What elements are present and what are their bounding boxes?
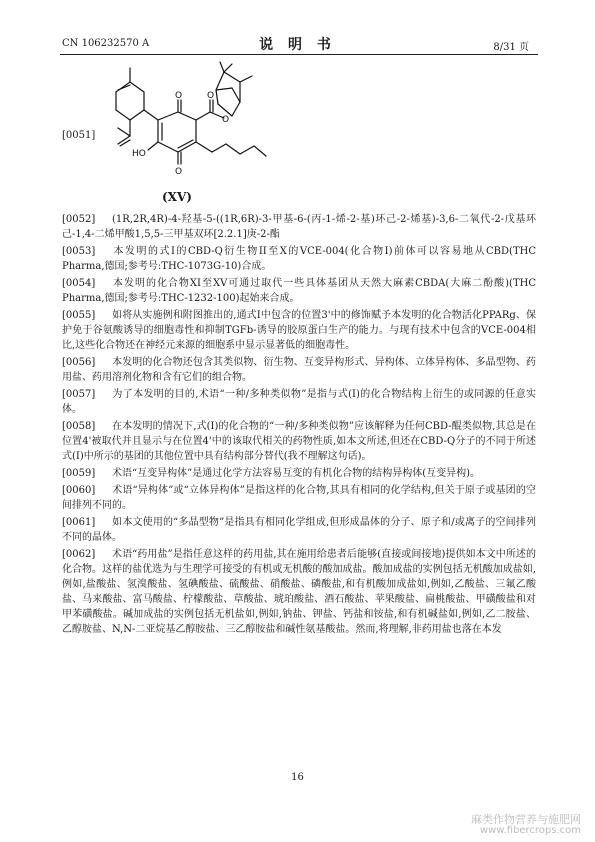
atom-ho: HO [132,149,146,159]
paragraph: [0059] 术语“互变异构体”是通过化学方法容易互变的有机化合物的结构异构体(互变异构)。 [62,468,481,479]
paragraph: [0062] 术语“药用盐”是指任意这样的药用盐,其在施用给患者后能够(直接或间接地)提供如本文中所述的化合物。这样的盐优选为与生理学可接受的有机或无机酸的酸加成盐。酸加成盐的实例包括无机酸加成盐如,例如,盐酸盐、氢溴酸盐、氢碘酸盐、硫酸盐、硝酸盐、磷酸盐,和有机酸加成盐如,例如,乙酸盐、三氟乙酸盐、马来酸盐、富马酸盐、柠檬酸盐、草酸盐、琥珀酸盐、酒石酸盐、苹果酸盐、扁桃酸盐、甲磺酸盐和对甲苯磺酸盐。碱加成盐的实例包括无机盐如,例如,钠盐、钾盐、钙盐和铵盐,和有机碱盐如,例如,乙二胺盐、乙醇胺盐、N,N-二亚烷基乙醇胺盐、三乙醇胺盐和碱性氨基酸盐。然而,将理解,非药用盐也落在本发 [62,549,536,635]
paragraph: [0060] 术语“异构体”或“立体异构体”是指这样的化合物,其具有相同的化学结构,但关于原子或基团的空间排列不同的。 [62,485,536,511]
patent-number: CN 106232570 A [62,38,150,49]
document-body [62,212,536,639]
watermark-text: 麻类作物营养与施肥网 [471,813,581,826]
compound-label: (XV) [162,190,192,204]
paragraph: [0061] 如本文使用的“多晶型物”是指具有相同化学组成,但形成晶体的分子、原子和/或离子的空间排列不同的晶体。 [62,517,536,543]
page-indicator: 8/31 页 [493,42,529,53]
paragraph: [0058] 在本发明的情况下,式(I)的化合物的“一种/多种类似物”应该解释为任何CBD-醌类似物,其总是在位置4'被取代并且显示与在位置4'中的该取代相关的药物性质,如本文所述,但还在CBD-Q分子的不同于所述式(I)中所示的基团的其他位置中具有结构部分替代(我不理解这句话)。 [62,421,536,462]
atom-o-bottom: O [175,167,183,177]
paragraph-number-0051: [0051] [62,130,96,141]
paragraph: [0052] (1R,2R,4R)-4-羟基-5-((1R,6R)-3-甲基-6-(丙-1-烯-2-基)环己-2-烯基)-3,6-二氧代-2-戊基环己-1,4-二烯甲酸1,5,5-三甲基双环[2.2.1]庚-2-酯 [62,214,536,240]
atom-o-ester: O [222,115,230,125]
chemical-structure [108,60,268,210]
page-number: 16 [291,772,304,783]
quinone-ring-bond [158,112,178,120]
watermark-url: www.fibercrops.com [479,825,581,836]
paragraph: [0053] 本发明的式I的CBD-Q衍生物II至X的VCE-004(化合物I)前体可以容易地从CBD(THC Pharma,德国;参考号:THC-1073G-10)合成。 [62,246,536,272]
atom-o-ester-carbonyl: O [207,91,215,101]
paragraph: [0056] 本发明的化合物还包含其类似物、衍生物、互变异构形式、异构体、立体异构体、多晶型物、药用盐、药用溶剂化物和含有它们的组合物。 [62,357,536,383]
atom-o-top: O [175,91,183,101]
paragraph: [0057] 为了本发明的目的,术语“一种/多种类似物”是指与式(I)的化合物结构上衍生的或同源的任意实体。 [62,389,536,415]
page-title: 说 明 书 [259,37,336,53]
header-rule [60,54,538,55]
paragraph: [0055] 如将从实施例和附图推出的,通式I中包含的位置3'中的修饰赋予本发明的化合物活化PPARg、保护免于谷氨酸诱导的细胞毒性和抑制TGFb-诱导的胶原蛋白生产的能力。与现有技术中包含的VCE-004相比,这些化合物还在神经元来源的细胞系中显示显著低的细胞毒性。 [62,310,536,351]
paragraph: [0054] 本发明的化合物XI至XV可通过取代一些具体基团从天然大麻素CBDA(大麻二酚酸)(THC Pharma,德国;参考号:THC-1232-100)起始来合成。 [62,278,536,304]
